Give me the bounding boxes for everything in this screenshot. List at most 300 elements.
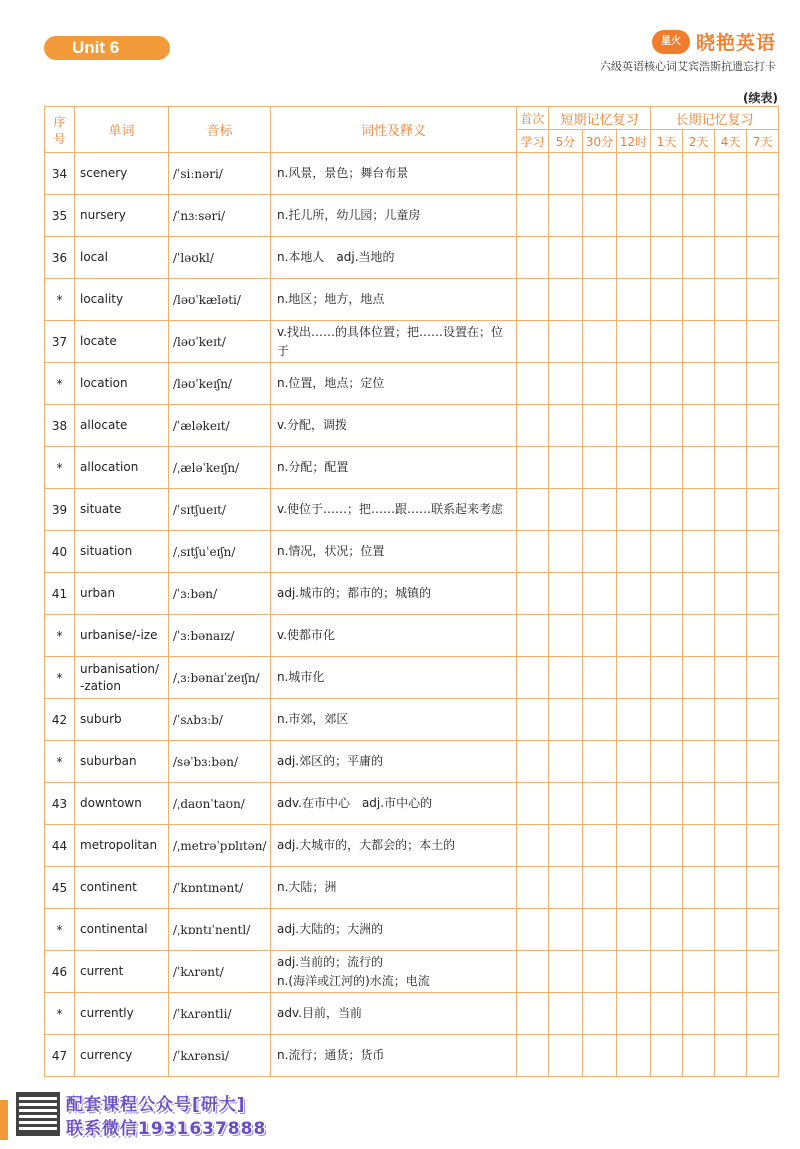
review-checkbox-cell[interactable] <box>747 657 779 699</box>
review-checkbox-cell[interactable] <box>747 615 779 657</box>
review-checkbox-cell[interactable] <box>683 615 715 657</box>
review-checkbox-cell[interactable] <box>549 615 583 657</box>
phonetic-cell: /ˈsɪtʃueɪt/ <box>169 489 271 531</box>
phonetic-cell: /ˈkʌrənt/ <box>169 951 271 993</box>
meaning-cell: n.本地人 adj.当地的 <box>271 237 517 279</box>
review-checkbox-cell[interactable] <box>651 195 683 237</box>
review-checkbox-cell[interactable] <box>517 1035 549 1077</box>
review-checkbox-cell[interactable] <box>715 279 747 321</box>
header-long-review: 长期记忆复习 <box>651 107 779 130</box>
word-number: * <box>45 363 75 405</box>
review-checkbox-cell[interactable] <box>549 321 583 363</box>
phonetic-cell: /ˌkɒntɪˈnentl/ <box>169 909 271 951</box>
review-checkbox-cell[interactable] <box>583 363 617 405</box>
review-checkbox-cell[interactable] <box>651 783 683 825</box>
review-checkbox-cell[interactable] <box>715 489 747 531</box>
review-checkbox-cell[interactable] <box>583 279 617 321</box>
word-number: * <box>45 615 75 657</box>
table-row <box>45 363 779 405</box>
word-cell-line: -zation <box>80 678 121 693</box>
word-number: * <box>45 909 75 951</box>
review-checkbox-cell[interactable] <box>747 825 779 867</box>
review-checkbox-cell[interactable] <box>583 993 617 1035</box>
meaning-cell: n.大陆；洲 <box>271 867 517 909</box>
review-checkbox-cell[interactable] <box>617 489 651 531</box>
meaning-cell: v.使都市化 <box>271 615 517 657</box>
header-1day: 1天 <box>651 130 683 153</box>
phonetic-cell: /ˈkʌrəntli/ <box>169 993 271 1035</box>
meaning-cell: adj.城市的；都市的；城镇的 <box>271 573 517 615</box>
header-5min: 5分 <box>549 130 583 153</box>
word-cell: nursery <box>75 195 169 237</box>
review-checkbox-cell[interactable] <box>715 447 747 489</box>
review-checkbox-cell[interactable] <box>747 699 779 741</box>
word-number: 43 <box>45 783 75 825</box>
review-checkbox-cell[interactable] <box>583 447 617 489</box>
promo-line-1: 配套课程公众号[研大] <box>66 1095 246 1115</box>
header-num: 序 号 <box>45 107 75 153</box>
review-checkbox-cell[interactable] <box>683 909 715 951</box>
word-number: 37 <box>45 321 75 363</box>
review-checkbox-cell[interactable] <box>549 279 583 321</box>
word-number: 39 <box>45 489 75 531</box>
promo-line-2: 联系微信1931637888 <box>66 1119 267 1139</box>
review-checkbox-cell[interactable] <box>747 237 779 279</box>
review-checkbox-cell[interactable] <box>583 1035 617 1077</box>
review-checkbox-cell[interactable] <box>715 783 747 825</box>
review-checkbox-cell[interactable] <box>683 321 715 363</box>
word-number: 34 <box>45 153 75 195</box>
review-checkbox-cell[interactable] <box>683 783 715 825</box>
table-row <box>45 783 779 825</box>
review-checkbox-cell[interactable] <box>517 237 549 279</box>
review-checkbox-cell[interactable] <box>617 531 651 573</box>
meaning-cell-line: adj.当前的；流行的 <box>277 954 384 969</box>
review-checkbox-cell[interactable] <box>517 363 549 405</box>
review-checkbox-cell[interactable] <box>715 867 747 909</box>
table-row <box>45 321 779 363</box>
phonetic-cell: /ləʊˈkeɪt/ <box>169 321 271 363</box>
review-checkbox-cell[interactable] <box>683 741 715 783</box>
review-checkbox-cell[interactable] <box>549 489 583 531</box>
review-checkbox-cell[interactable] <box>683 657 715 699</box>
review-checkbox-cell[interactable] <box>683 489 715 531</box>
brand-name: 晓艳英语 <box>695 32 776 54</box>
review-checkbox-cell[interactable] <box>549 909 583 951</box>
word-number: 40 <box>45 531 75 573</box>
meaning-cell: adj.大陆的；大洲的 <box>271 909 517 951</box>
footer-promo <box>0 1088 330 1140</box>
review-checkbox-cell[interactable] <box>651 405 683 447</box>
table-row <box>45 195 779 237</box>
review-checkbox-cell[interactable] <box>747 741 779 783</box>
word-cell: currency <box>75 1035 169 1077</box>
table-row <box>45 279 779 321</box>
review-checkbox-cell[interactable] <box>583 489 617 531</box>
meaning-cell: adj.大城市的，大都会的；本土的 <box>271 825 517 867</box>
review-checkbox-cell[interactable] <box>549 741 583 783</box>
review-checkbox-cell[interactable] <box>651 153 683 195</box>
review-checkbox-cell[interactable] <box>715 237 747 279</box>
review-checkbox-cell[interactable] <box>651 363 683 405</box>
review-checkbox-cell[interactable] <box>651 657 683 699</box>
review-checkbox-cell[interactable] <box>747 447 779 489</box>
word-cell: suburban <box>75 741 169 783</box>
review-checkbox-cell[interactable] <box>651 447 683 489</box>
meaning-cell: n.流行；通货；货币 <box>271 1035 517 1077</box>
review-checkbox-cell[interactable] <box>651 321 683 363</box>
review-checkbox-cell[interactable] <box>583 531 617 573</box>
review-checkbox-cell[interactable] <box>549 951 583 993</box>
review-checkbox-cell[interactable] <box>517 489 549 531</box>
review-checkbox-cell[interactable] <box>517 195 549 237</box>
word-number: 35 <box>45 195 75 237</box>
table-row <box>45 993 779 1035</box>
review-checkbox-cell[interactable] <box>517 825 549 867</box>
review-checkbox-cell[interactable] <box>517 657 549 699</box>
review-checkbox-cell[interactable] <box>617 195 651 237</box>
review-checkbox-cell[interactable] <box>583 195 617 237</box>
table-row <box>45 531 779 573</box>
review-checkbox-cell[interactable] <box>683 573 715 615</box>
review-checkbox-cell[interactable] <box>517 531 549 573</box>
review-checkbox-cell[interactable] <box>617 657 651 699</box>
review-checkbox-cell[interactable] <box>517 405 549 447</box>
review-checkbox-cell[interactable] <box>549 153 583 195</box>
meaning-cell: v.分配，调拨 <box>271 405 517 447</box>
meaning-cell: n.城市化 <box>271 657 517 699</box>
review-checkbox-cell[interactable] <box>747 363 779 405</box>
review-checkbox-cell[interactable] <box>747 489 779 531</box>
meaning-cell: n.市郊，郊区 <box>271 699 517 741</box>
word-number: 47 <box>45 1035 75 1077</box>
phonetic-cell: /ˌsɪtʃuˈeɪʃn/ <box>169 531 271 573</box>
review-checkbox-cell[interactable] <box>583 951 617 993</box>
word-cell: location <box>75 363 169 405</box>
review-checkbox-cell[interactable] <box>517 615 549 657</box>
review-checkbox-cell[interactable] <box>683 825 715 867</box>
word-cell: current <box>75 951 169 993</box>
review-checkbox-cell[interactable] <box>651 489 683 531</box>
review-checkbox-cell[interactable] <box>617 405 651 447</box>
review-checkbox-cell[interactable] <box>683 699 715 741</box>
review-checkbox-cell[interactable] <box>651 279 683 321</box>
review-checkbox-cell[interactable] <box>683 447 715 489</box>
review-checkbox-cell[interactable] <box>715 153 747 195</box>
review-checkbox-cell[interactable] <box>517 951 549 993</box>
review-checkbox-cell[interactable] <box>583 867 617 909</box>
review-checkbox-cell[interactable] <box>617 321 651 363</box>
review-checkbox-cell[interactable] <box>583 741 617 783</box>
review-checkbox-cell[interactable] <box>617 783 651 825</box>
phonetic-cell: /ləʊˈkeɪʃn/ <box>169 363 271 405</box>
review-checkbox-cell[interactable] <box>747 1035 779 1077</box>
header-2day: 2天 <box>683 130 715 153</box>
word-number: * <box>45 993 75 1035</box>
header-ipa: 音标 <box>169 107 271 153</box>
review-checkbox-cell[interactable] <box>617 867 651 909</box>
word-number: 36 <box>45 237 75 279</box>
review-checkbox-cell[interactable] <box>683 153 715 195</box>
review-checkbox-cell[interactable] <box>617 951 651 993</box>
meaning-cell: n.位置，地点；定位 <box>271 363 517 405</box>
word-cell: locality <box>75 279 169 321</box>
table-row <box>45 405 779 447</box>
phonetic-cell: /ˈɜːbən/ <box>169 573 271 615</box>
review-checkbox-cell[interactable] <box>583 657 617 699</box>
review-checkbox-cell[interactable] <box>715 363 747 405</box>
brand-subtitle: 六级英语核心词艾宾浩斯抗遗忘打卡 <box>600 60 776 73</box>
review-checkbox-cell[interactable] <box>617 909 651 951</box>
meaning-cell: n.风景，景色；舞台布景 <box>271 153 517 195</box>
word-cell: local <box>75 237 169 279</box>
word-number: * <box>45 447 75 489</box>
review-checkbox-cell[interactable] <box>747 153 779 195</box>
word-cell: urbanise/-ize <box>75 615 169 657</box>
header-4day: 4天 <box>715 130 747 153</box>
word-number: 38 <box>45 405 75 447</box>
review-checkbox-cell[interactable] <box>715 825 747 867</box>
review-checkbox-cell[interactable] <box>715 699 747 741</box>
review-checkbox-cell[interactable] <box>683 237 715 279</box>
header-first-study-1: 首次 <box>517 107 549 130</box>
table-row <box>45 237 779 279</box>
phonetic-cell: /ˈsiːnəri/ <box>169 153 271 195</box>
header-word: 单词 <box>75 107 169 153</box>
review-checkbox-cell[interactable] <box>617 153 651 195</box>
review-checkbox-cell[interactable] <box>549 825 583 867</box>
review-checkbox-cell[interactable] <box>517 993 549 1035</box>
phonetic-cell: /ˈæləkeɪt/ <box>169 405 271 447</box>
word-cell: situation <box>75 531 169 573</box>
footer-accent-bar <box>0 1100 8 1140</box>
word-cell: locate <box>75 321 169 363</box>
review-checkbox-cell[interactable] <box>651 573 683 615</box>
phonetic-cell: /ˈləʊkl/ <box>169 237 271 279</box>
review-checkbox-cell[interactable] <box>617 741 651 783</box>
qr-code-icon <box>16 1092 60 1136</box>
review-checkbox-cell[interactable] <box>583 783 617 825</box>
review-checkbox-cell[interactable] <box>683 363 715 405</box>
meaning-cell: adj.郊区的；平庸的 <box>271 741 517 783</box>
review-checkbox-cell[interactable] <box>747 573 779 615</box>
word-cell: continental <box>75 909 169 951</box>
review-checkbox-cell[interactable] <box>683 405 715 447</box>
review-checkbox-cell[interactable] <box>517 573 549 615</box>
review-checkbox-cell[interactable] <box>617 279 651 321</box>
review-checkbox-cell[interactable] <box>683 993 715 1035</box>
header-7day: 7天 <box>747 130 779 153</box>
review-checkbox-cell[interactable] <box>651 1035 683 1077</box>
review-checkbox-cell[interactable] <box>683 867 715 909</box>
table-row <box>45 153 779 195</box>
word-number: 44 <box>45 825 75 867</box>
review-checkbox-cell[interactable] <box>747 531 779 573</box>
review-checkbox-cell[interactable] <box>549 363 583 405</box>
review-checkbox-cell[interactable] <box>549 783 583 825</box>
vocab-table <box>44 106 779 1077</box>
review-checkbox-cell[interactable] <box>747 783 779 825</box>
word-cell: situate <box>75 489 169 531</box>
meaning-cell-line: n.(海洋或江河的)水流；电流 <box>277 973 430 988</box>
review-checkbox-cell[interactable] <box>617 1035 651 1077</box>
review-checkbox-cell[interactable] <box>549 699 583 741</box>
review-checkbox-cell[interactable] <box>715 741 747 783</box>
review-checkbox-cell[interactable] <box>651 531 683 573</box>
word-number: * <box>45 657 75 699</box>
review-checkbox-cell[interactable] <box>651 615 683 657</box>
review-checkbox-cell[interactable] <box>617 573 651 615</box>
review-checkbox-cell[interactable] <box>747 321 779 363</box>
review-checkbox-cell[interactable] <box>715 615 747 657</box>
review-checkbox-cell[interactable] <box>517 909 549 951</box>
word-cell: metropolitan <box>75 825 169 867</box>
review-checkbox-cell[interactable] <box>715 951 747 993</box>
review-checkbox-cell[interactable] <box>617 615 651 657</box>
review-checkbox-cell[interactable] <box>715 993 747 1035</box>
meaning-cell: n.情况，状况；位置 <box>271 531 517 573</box>
review-checkbox-cell[interactable] <box>549 405 583 447</box>
review-checkbox-cell[interactable] <box>617 699 651 741</box>
review-checkbox-cell[interactable] <box>651 951 683 993</box>
review-checkbox-cell[interactable] <box>747 405 779 447</box>
meaning-cell: v.使位于……；把……跟……联系起来考虑 <box>271 489 517 531</box>
header-30min: 30分 <box>583 130 617 153</box>
review-checkbox-cell[interactable] <box>715 909 747 951</box>
review-checkbox-cell[interactable] <box>583 153 617 195</box>
review-checkbox-cell[interactable] <box>617 363 651 405</box>
review-checkbox-cell[interactable] <box>583 909 617 951</box>
review-checkbox-cell[interactable] <box>583 237 617 279</box>
word-number: 42 <box>45 699 75 741</box>
review-checkbox-cell[interactable] <box>715 321 747 363</box>
review-checkbox-cell[interactable] <box>715 405 747 447</box>
review-checkbox-cell[interactable] <box>617 993 651 1035</box>
review-checkbox-cell[interactable] <box>715 1035 747 1077</box>
review-checkbox-cell[interactable] <box>517 699 549 741</box>
review-checkbox-cell[interactable] <box>617 237 651 279</box>
review-checkbox-cell[interactable] <box>583 573 617 615</box>
review-checkbox-cell[interactable] <box>549 195 583 237</box>
word-cell: allocate <box>75 405 169 447</box>
continued-label: (续表) <box>743 91 778 105</box>
meaning-cell: n.分配；配置 <box>271 447 517 489</box>
review-checkbox-cell[interactable] <box>715 657 747 699</box>
review-checkbox-cell[interactable] <box>549 657 583 699</box>
word-cell: currently <box>75 993 169 1035</box>
review-checkbox-cell[interactable] <box>583 699 617 741</box>
review-checkbox-cell[interactable] <box>651 699 683 741</box>
review-checkbox-cell[interactable] <box>747 195 779 237</box>
review-checkbox-cell[interactable] <box>549 573 583 615</box>
review-checkbox-cell[interactable] <box>715 531 747 573</box>
table-row <box>45 1035 779 1077</box>
review-checkbox-cell[interactable] <box>583 405 617 447</box>
review-checkbox-cell[interactable] <box>549 1035 583 1077</box>
brand-logo-icon: 星火 <box>652 30 690 54</box>
review-checkbox-cell[interactable] <box>583 825 617 867</box>
review-checkbox-cell[interactable] <box>517 741 549 783</box>
header-short-review: 短期记忆复习 <box>549 107 651 130</box>
phonetic-cell: /ˌmetrəˈpɒlɪtən/ <box>169 825 271 867</box>
review-checkbox-cell[interactable] <box>617 825 651 867</box>
phonetic-cell: /ləʊˈkæləti/ <box>169 279 271 321</box>
review-checkbox-cell[interactable] <box>583 615 617 657</box>
phonetic-cell: /ˈkɒntɪnənt/ <box>169 867 271 909</box>
meaning-cell: adv.目前，当前 <box>271 993 517 1035</box>
unit-badge: Unit 6 <box>44 36 170 60</box>
word-number: 41 <box>45 573 75 615</box>
word-number: * <box>45 279 75 321</box>
table-row <box>45 657 779 699</box>
review-checkbox-cell[interactable] <box>747 867 779 909</box>
review-checkbox-cell[interactable] <box>747 279 779 321</box>
table-row <box>45 909 779 951</box>
table-row <box>45 489 779 531</box>
phonetic-cell: /ˌæləˈkeɪʃn/ <box>169 447 271 489</box>
word-number: 46 <box>45 951 75 993</box>
review-checkbox-cell[interactable] <box>517 279 549 321</box>
review-checkbox-cell[interactable] <box>683 951 715 993</box>
phonetic-cell: /ˌɜːbənaɪˈzeɪʃn/ <box>169 657 271 699</box>
review-checkbox-cell[interactable] <box>683 1035 715 1077</box>
table-row <box>45 447 779 489</box>
review-checkbox-cell[interactable] <box>683 279 715 321</box>
review-checkbox-cell[interactable] <box>517 153 549 195</box>
review-checkbox-cell[interactable] <box>747 909 779 951</box>
review-checkbox-cell[interactable] <box>617 447 651 489</box>
review-checkbox-cell[interactable] <box>651 741 683 783</box>
review-checkbox-cell[interactable] <box>715 573 747 615</box>
review-checkbox-cell[interactable] <box>517 321 549 363</box>
review-checkbox-cell[interactable] <box>715 195 747 237</box>
review-checkbox-cell[interactable] <box>549 867 583 909</box>
review-checkbox-cell[interactable] <box>549 993 583 1035</box>
table-row <box>45 699 779 741</box>
review-checkbox-cell[interactable] <box>651 237 683 279</box>
review-checkbox-cell[interactable] <box>683 531 715 573</box>
review-checkbox-cell[interactable] <box>651 867 683 909</box>
review-checkbox-cell[interactable] <box>651 909 683 951</box>
word-number: * <box>45 741 75 783</box>
review-checkbox-cell[interactable] <box>549 531 583 573</box>
table-row <box>45 951 779 993</box>
word-cell: scenery <box>75 153 169 195</box>
review-checkbox-cell[interactable] <box>583 321 617 363</box>
meaning-cell: v.找出……的具体位置；把……设置在；位于 <box>271 321 517 363</box>
phonetic-cell: /ˈsʌbɜːb/ <box>169 699 271 741</box>
review-checkbox-cell[interactable] <box>517 447 549 489</box>
meaning-cell: adv.在市中心 adj.市中心的 <box>271 783 517 825</box>
review-checkbox-cell[interactable] <box>549 237 583 279</box>
review-checkbox-cell[interactable] <box>651 993 683 1035</box>
meaning-cell: n.地区；地方，地点 <box>271 279 517 321</box>
review-checkbox-cell[interactable] <box>683 195 715 237</box>
table-row <box>45 825 779 867</box>
review-checkbox-cell[interactable] <box>549 447 583 489</box>
review-checkbox-cell[interactable] <box>747 951 779 993</box>
table-row <box>45 867 779 909</box>
review-checkbox-cell[interactable] <box>517 867 549 909</box>
header-12h: 12时 <box>617 130 651 153</box>
phonetic-cell: /ˈɜːbənaɪz/ <box>169 615 271 657</box>
review-checkbox-cell[interactable] <box>517 783 549 825</box>
phonetic-cell: /səˈbɜːbən/ <box>169 741 271 783</box>
review-checkbox-cell[interactable] <box>747 993 779 1035</box>
word-cell: suburb <box>75 699 169 741</box>
review-checkbox-cell[interactable] <box>651 825 683 867</box>
word-cell-line: urbanisation/ <box>80 661 160 676</box>
